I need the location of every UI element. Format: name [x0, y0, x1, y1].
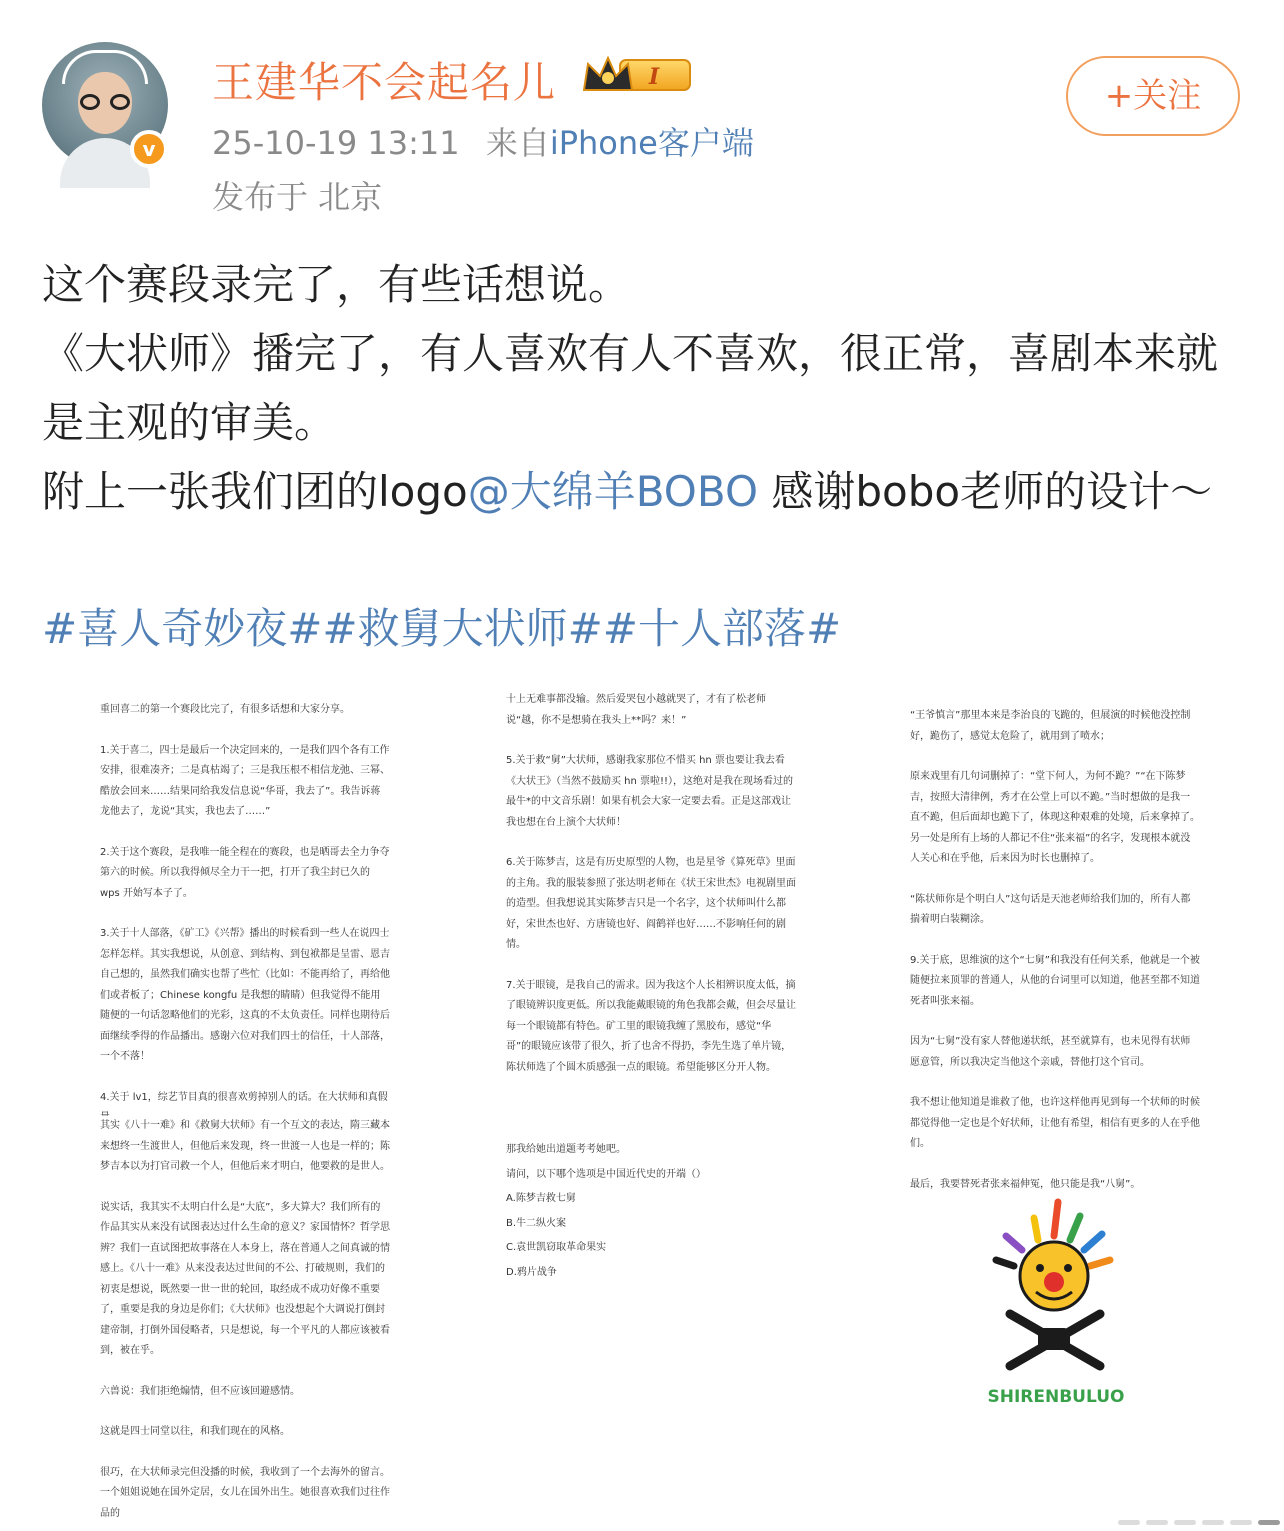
doc-paragraph: “陈状师你是个明白人”这句话是天池老师给我们加的，所有人都揣着明白装糊涂。 — [910, 893, 1191, 925]
post-line-3: 附上一张我们团的logo@大绵羊BOBO 感谢bobo老师的设计～ — [42, 467, 1213, 516]
doc-paragraph: B.牛二纵火案 — [506, 1217, 567, 1229]
doc-paragraph: 5.关于救“舅”大状师，感谢我家那位不惜买 hn 票也要让我去看《大状王》（当然不鼓励买 hn 票啦!!），这绝对是我在现场看过的最牛*的中文音乐剧！如果有机会大家一定要去看。正是这部戏让我也想在台上演个大状师！ — [506, 755, 794, 828]
doc-paragraph: 六兽说：我们拒绝煽情，但不应该回避感情。 — [100, 1385, 300, 1397]
post-timestamp: 25-10-19 13:11 — [212, 124, 460, 162]
attached-image-doc-1[interactable] — [100, 700, 390, 1103]
doc-paragraph: 这就是四士同堂以往，和我们现在的风格。 — [100, 1426, 290, 1437]
follow-button[interactable]: +关注 — [1066, 56, 1240, 136]
doc-paragraph: 6.关于陈梦吉，这是有历史原型的人物，也是星爷《算死草》里面的主角。我的服装参照了张达明老师在《状王宋世杰》电视剧里面的造型。但我想说其实陈梦吉只是一个名字，这个状师叫什么都好，宋世杰也好、方唐镜也好、阎鹤祥也好……不影响任何的剧情。 — [506, 857, 796, 950]
doc-paragraph: 1.关于喜二，四士是最后一个决定回来的，一是我们四个各有工作安排，很难凑齐；二是真枯竭了；三是我压根不相信龙弛、三幂、酷放会回来……结果同给我发信息说“华哥，我去了”。我告诉蒋龙他去了，龙说“其实，我也去了……” — [100, 744, 390, 817]
attached-image-doc-2[interactable] — [506, 690, 796, 1073]
source-prefix: 来自 — [485, 124, 550, 162]
vip-crown-badge-icon[interactable] — [580, 52, 696, 98]
hashtag-links[interactable]: #喜人奇妙夜##救舅大状师##十人部落# — [42, 604, 842, 653]
doc-paragraph: “王爷慎言”那里本来是李治良的飞跪的，但展演的时候他没控制好，跪伤了，感觉太危险了，就用到了喷水； — [910, 710, 1191, 742]
doc-paragraph: 4.关于 lv1，综艺节目真的很喜欢剪掉别人的话。在大状师和真假 — [100, 1091, 388, 1103]
level-badge-text: I — [648, 64, 660, 90]
post-meta — [212, 118, 754, 164]
doc-paragraph: 7.关于眼镜，是我自己的需求。因为我这个人长相辨识度太低，摘了眼镜辨识度更低。所以我能戴眼镜的角色我都会戴，但会尽量让每一个眼镜都有特色。矿工里的眼镜我缠了黑胶布，感觉“华哥”的眼镜应该带了很久，折了也舍不得扔，李先生选了单片镜，陈状师选了个圆木质感强一点的眼镜。希望能够区分开人物。 — [506, 979, 796, 1073]
doc-paragraph: 原来戏里有几句词删掉了：“堂下何人，为何不跪？”“在下陈梦吉，按照大清律例，秀才在公堂上可以不跪。”当时想做的是我一直不跪，但后面却也跪下了，体现这种艰难的处境，后来拿掉了。另一处是所有上场的人都记不住“张来福”的名字，发现根本就没人关心和在乎他，后来因为时长也删掉了。 — [910, 771, 1200, 864]
doc-paragraph: 其实《八十一难》和《救舅大状师》有一个互文的表达，隋三藏本来想终一生渡世人，但他后来发现，终一世渡一人也是一样的；陈梦吉本以为打官司救一个人，但他后来才明白，他要救的是世人。 — [100, 1120, 390, 1172]
source-link[interactable]: iPhone客户端 — [549, 124, 754, 162]
pager-dot[interactable] — [1258, 1520, 1280, 1525]
doc-paragraph: 十上无难事都没输。然后爱哭包小越就哭了，才有了松老师说“越，你不是想骑在我头上**吗？来！” — [506, 694, 766, 726]
doc-paragraph: 很巧，在大状师录完但没播的时候，我收到了一个去海外的留言。一个姐姐说她在国外定居，女儿在国外出生。她很喜欢我们过往作品的 — [100, 1466, 390, 1519]
doc-paragraph: 请问，以下哪个选项是中国近代史的开端（） — [506, 1168, 706, 1180]
attached-image-doc-3[interactable] — [910, 706, 1200, 1190]
doc-paragraph: D.鸦片战争 — [506, 1266, 557, 1278]
image-pager[interactable] — [1112, 1512, 1280, 1522]
post-line-2: 《大状师》播完了，有人喜欢有人不喜欢，很正常，喜剧本来就是主观的审美。 — [42, 329, 1219, 447]
pager-dot[interactable] — [1230, 1520, 1252, 1525]
doc-paragraph: 9.关于底，思维演的这个“七舅”和我没有任何关系，他就是一个被随便拉来顶罪的普通人，从他的台词里可以知道，他甚至都不知道死者叫张来福。 — [910, 954, 1200, 1007]
mention-link[interactable]: @大绵羊BOBO — [467, 467, 759, 516]
post-line-1: 这个赛段录完了，有些话想说。 — [42, 260, 631, 309]
username[interactable]: 王建华不会起名儿 — [212, 58, 557, 107]
pager-dot[interactable] — [1174, 1520, 1196, 1525]
doc-paragraph: 2.关于这个赛段，是我唯一能全程在的赛段，也是晒哥去全力争夺第六的时候。所以我得倾尽全力干一把，打开了我尘封已久的 wps 开始写本子了。 — [100, 846, 390, 899]
attached-image-doc-5[interactable] — [506, 1140, 796, 1290]
post-text — [42, 250, 1242, 526]
logo-text: SHIRENBULUO — [987, 1387, 1125, 1407]
avatar-glasses — [80, 94, 130, 110]
post-location: 发布于 北京 — [212, 178, 383, 216]
verified-badge-icon: v — [130, 130, 168, 168]
doc-paragraph: C.袁世凯窃取革命果实 — [506, 1242, 607, 1253]
pager-dot[interactable] — [1118, 1520, 1140, 1525]
doc-paragraph: 最后，我要替死者张来福伸冤，他只能是我“八舅”。 — [910, 1178, 1141, 1190]
avatar-hat — [62, 50, 148, 84]
doc-paragraph: 那我给她出道题考考她吧。 — [506, 1144, 626, 1155]
attached-image-logo[interactable] — [976, 1190, 1136, 1420]
doc-paragraph: 说实话，我其实不太明白什么是“大底”，多大算大？我们所有的作品其实从来没有试图表达过什么生命的意义？家国情怀？哲学思辨？我们一直试图把故事落在人本身上，落在普通人之间真诚的情感上。《八十一难》从来没表达过世间的不公、打破规则，我们的初衷是想说，既然要一世一世的轮回，取经成不成功好像不重要了，重要是我的身边是你们；《大状师》也没想起个大调说打倒封建帝制，打倒外国侵略者，只是想说，每一个平凡的人都应该被看到，被在乎。 — [100, 1201, 390, 1356]
doc-paragraph: 因为“七舅”没有家人替他递状纸，甚至就算有，也未见得有状师愿意管，所以我决定当他这个亲戚，替他打这个官司。 — [910, 1036, 1191, 1068]
doc-paragraph: 我不想让他知道是谁救了他，也许这样他再见到每一个状师的时候都觉得他一定也是个好状师，让他有希望，相信有更多的人在乎他们。 — [910, 1097, 1200, 1149]
pager-dot[interactable] — [1146, 1520, 1168, 1525]
attached-image-doc-4[interactable] — [100, 1116, 390, 1519]
doc-paragraph: 3.关于十人部落，《矿工》《兴帮》播出的时候看到一些人在说四士怎样怎样。其实我想说，从创意、到结构、到包袱都是呈雷、恩吉自己想的，虽然我们确实也帮了些忙（比如：不能再给了，再给他们或者板了；Chinese kongfu 是我想的睛睛）但我觉得不能用随便的一句话忽略他们的光彩，这真的不太负责任。同样也期待后面继续季得的作品播出。感谢六位对我们四士的信任，十人部落，一个不落！ — [100, 928, 390, 1062]
doc-paragraph: A.陈梦吉救七舅 — [506, 1193, 576, 1204]
doc-paragraph: 重回喜二的第一个赛段比完了，有很多话想和大家分享。 — [100, 704, 350, 715]
pager-dot[interactable] — [1202, 1520, 1224, 1525]
